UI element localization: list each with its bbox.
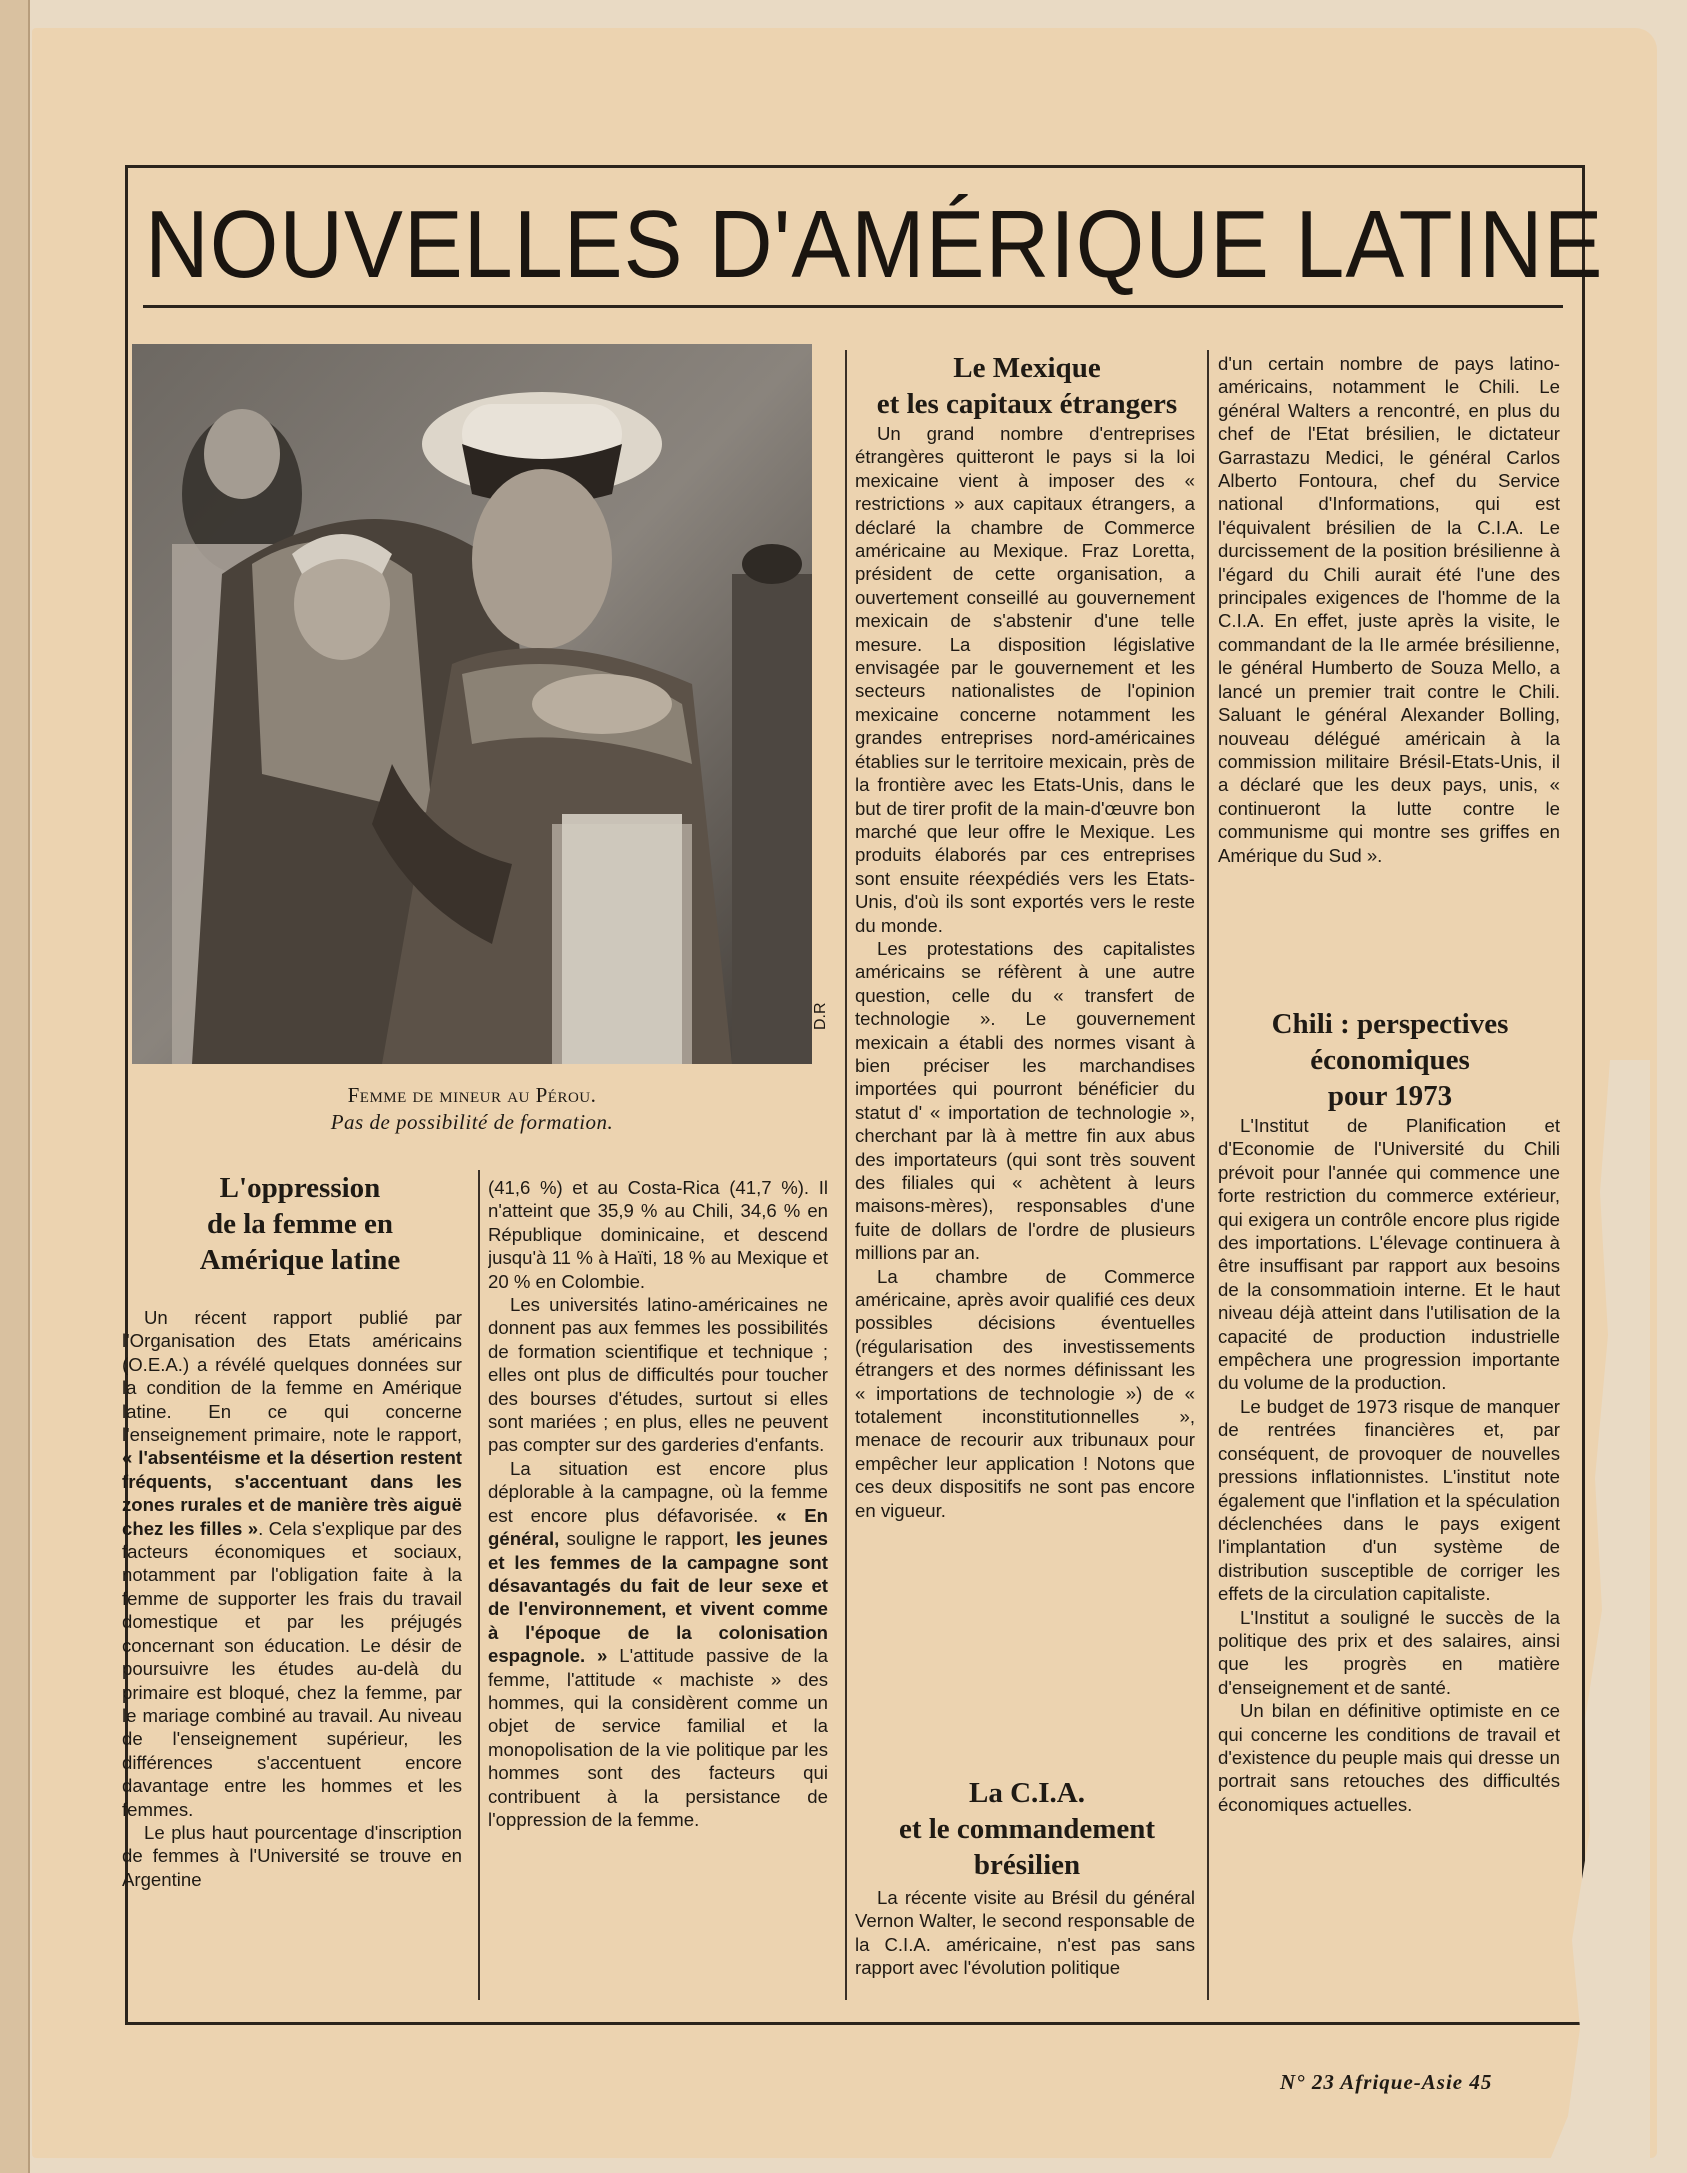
bold-quote: les jeunes et les femmes de la campagne sont désavantagés du fait de leur sexe et de l'environnement, et vivent comme à l'époque de la colonisation espagnole. » bbox=[488, 1528, 828, 1667]
headline-line: L'oppression bbox=[219, 1172, 381, 1204]
bold-quote: « En général, bbox=[488, 1504, 828, 1550]
headline-line: économiques bbox=[1310, 1044, 1470, 1076]
text-run: La situation est encore plus déplorable à la campagne, où la femme est encore plus défavorisée. bbox=[488, 1457, 828, 1526]
paragraph: Un grand nombre d'entreprises étrangères quitteront le pays si la loi mexicaine vient à imposer des « restrictions » aux capitaux étrangers, a déclaré la chambre de Commerce américaine au Mexique. Fraz Loretta, président de cette organisation, a ouvertement conseillé au gouvernement mexicain de s'abstenir d'une telle mesure. La disposition législative envisagée par le gouvernement et les secteurs nationalistes de l'opinion mexicaine concerne notamment les grandes entreprises nord-américaines établies sur le territoire mexicain, près de la frontière avec les Etats-Unis, dans le but de tirer profit de la main-d'œuvre bon marché que leur offre le Mexique. Les produits élaborés par ces entreprises sont ensuite réexpédiés vers les Etats-Unis, d'où ils sont exportés vers le reste du monde. bbox=[855, 423, 1195, 936]
paragraph: Le budget de 1973 risque de manquer de rentrées financières et, par conséquent, de provoquer de nouvelles pressions inflationnistes. L'institut note également que l'inflation et la spéculation déclenchées dans le pays exigent l'implantation d'un système de distribution susceptible de corriger les effets de la circulation capitaliste. bbox=[1218, 1395, 1560, 1605]
paragraph bbox=[122, 1306, 462, 1821]
column-rule bbox=[845, 350, 847, 2000]
photo-illustration bbox=[132, 344, 812, 1064]
paragraph: La récente visite au Brésil du général Vernon Walter, le second responsable de la C.I.A. américaine, n'est pas sans rapport avec l'évolution politique bbox=[855, 1887, 1195, 1979]
column-rule bbox=[478, 1170, 480, 2000]
photo-peruvian-mother-and-child bbox=[132, 344, 812, 1064]
text-run: . Cela s'explique par des facteurs économiques et sociaux, notamment par l'obligation faite à la femme de supporter les frais du travail domestique et par les préjugés concernant son éducation. Le désir de poursuivre les études au-delà du primaire est bloqué, chez la femme, par le mariage combiné au travail. Au niveau de l'enseignement supérieur, les différences s'accentuent encore davantage entre les hommes et les femmes. bbox=[122, 1517, 462, 1820]
adjacent-page-edge bbox=[0, 0, 30, 2173]
article-chili bbox=[1218, 1114, 1560, 2006]
headline-line: Le Mexique bbox=[953, 352, 1101, 384]
article-cia-col3 bbox=[855, 1886, 1195, 2006]
headline-line: brésilien bbox=[973, 1849, 1081, 1881]
headline-chili bbox=[1215, 1006, 1565, 1114]
headline-oppression bbox=[140, 1170, 460, 1278]
headline-line: et les capitaux étrangers bbox=[876, 388, 1178, 420]
paragraph: Un bilan en définitive optimiste en ce qui concerne les conditions de travail et d'existence du peuple mais qui dresse un portrait sans retouches des difficultés économiques actuelles. bbox=[1218, 1700, 1560, 1815]
paragraph bbox=[488, 1457, 828, 1832]
paragraph: L'Institut a souligné le succès de la politique des prix et des salaires, ainsi que les progrès en matière d'enseignement et de santé. bbox=[1218, 1606, 1560, 1698]
caption-line-2: Pas de possibilité de formation. bbox=[330, 1110, 614, 1134]
headline-line: La C.I.A. bbox=[968, 1777, 1085, 1809]
article-cia-col4 bbox=[1218, 352, 1560, 992]
photo-caption bbox=[132, 1082, 812, 1136]
text-run: L'attitude passive de la femme, l'attitude « machiste » des hommes, qui la considèrent comme un objet de service familial et la monopolisation de la vie politique par les hommes sont des facteurs qui contribuent à la persistance de l'oppression de la femme. bbox=[488, 1645, 828, 1830]
column-rule bbox=[1207, 350, 1209, 2000]
headline-line: pour 1973 bbox=[1327, 1080, 1453, 1112]
headline-cia bbox=[852, 1775, 1202, 1883]
paragraph: Les universités latino-américaines ne donnent pas aux femmes les possibilités de formation scientifique et technique ; elles ont plus de difficultés pour toucher des bourses d'études, surtout si elles sont mariées ; en plus, elles ne peuvent pas compter sur des garderies d'enfants. bbox=[488, 1294, 828, 1456]
paragraph: La chambre de Commerce américaine, après avoir qualifié ces deux possibles décisions éventuelles (régularisation des investissements étrangers et des normes définissant les « importations de technologie ») de « totalement inconstitutionnelles », menace de recourir aux tribunaux pour empêcher leur application ! Notons que ces deux dispositifs ne sont pas encore en vigueur. bbox=[855, 1265, 1195, 1521]
article-mexique bbox=[855, 422, 1195, 1762]
paragraph: Le plus haut pourcentage d'inscription de femmes à l'Université se trouve en Argentine bbox=[122, 1821, 462, 1890]
paragraph: d'un certain nombre de pays latino-américains, notamment le Chili. Le général Walters a rencontré, en plus du chef de l'Etat brésilien, le dictateur Garrastazu Medici, le général Carlos Alberto Fontoura, chef du Service national d'Informations, qui est l'équivalent brésilien de la C.I.A. Le durcissement de la position brésilienne à l'égard du Chili aurait été l'une des principales exigences de l'homme de la C.I.A. En effet, juste après la visite, le commandant de la IIe armée brésilienne, le général Humberto de Souza Mello, a lancé un premier trait contre le Chili. Saluant le général Alexander Bolling, nouveau délégué américain à la commission militaire Brésil-Etats-Unis, il a déclaré que les deux pays, unis, « continueront la lutte contre le communisme qui montre ses griffes en Amérique du Sud ». bbox=[1218, 353, 1560, 866]
article-oppression-col1 bbox=[122, 1306, 462, 2006]
headline-line: et le commandement bbox=[898, 1813, 1156, 1845]
paragraph: (41,6 %) et au Costa-Rica (41,7 %). Il n'atteint que 35,9 % au Chili, 34,6 % en République dominicaine, et descend jusqu'à 11 % à Haïti, 18 % au Mexique et 20 % en Colombie. bbox=[488, 1177, 828, 1292]
paragraph: L'Institut de Planification et d'Economie de l'Université du Chili prévoit pour l'année qui commence une forte restriction du commerce extérieur, qui exigera un contrôle encore plus rigide des importations. L'élevage continuera à être insuffisant par rapport aux besoins de la consommatioin interne. Et le haut niveau déjà atteint dans l'utilisation de la capacité de production industrielle empêchera une progression importante du volume de la production. bbox=[1218, 1115, 1560, 1394]
section-masthead: NOUVELLES D'AMÉRIQUE LATINE bbox=[145, 191, 1604, 298]
paragraph: Les protestations des capitalistes américains se réfèrent à une autre question, celle du « transfert de technologie ». Le gouvernement mexicain a établi des normes visant à bien préciser les marchandises importées qui pourront bénéficier du statut d' « importation de technologie », cherchant par là à mettre fin aux abus des importateurs (qui sont très souvent des filiales qui « achètent à leurs maisons-mères), responsables d'une fuite de dollars de l'ordre de plusieurs millions par an. bbox=[855, 937, 1195, 1264]
masthead-rule bbox=[143, 305, 1563, 308]
headline-line: de la femme en bbox=[206, 1208, 394, 1240]
bold-quote: « l'absentéisme et la désertion restent fréquents, s'accentuant dans les zones rurales et de manière très aiguë chez les filles » bbox=[122, 1447, 462, 1539]
page-footer: N° 23 Afrique-Asie 45 bbox=[1280, 2070, 1493, 2094]
photo-credit: D.R bbox=[812, 1002, 829, 1030]
headline-line: Chili : perspectives bbox=[1271, 1008, 1509, 1040]
headline-line: Amérique latine bbox=[199, 1244, 401, 1276]
headline-mexique bbox=[852, 350, 1202, 422]
text-run: souligne le rapport, bbox=[559, 1528, 737, 1550]
caption-line-1: Femme de mineur au Pérou. bbox=[347, 1083, 597, 1107]
text-run: Un récent rapport publié par l'Organisation des Etats américains (O.E.A.) a révélé quelques données sur la condition de la femme en Amérique latine. En ce qui concerne l'enseignement primaire, note le rapport, bbox=[122, 1307, 462, 1446]
article-oppression-col2 bbox=[488, 1176, 828, 2006]
